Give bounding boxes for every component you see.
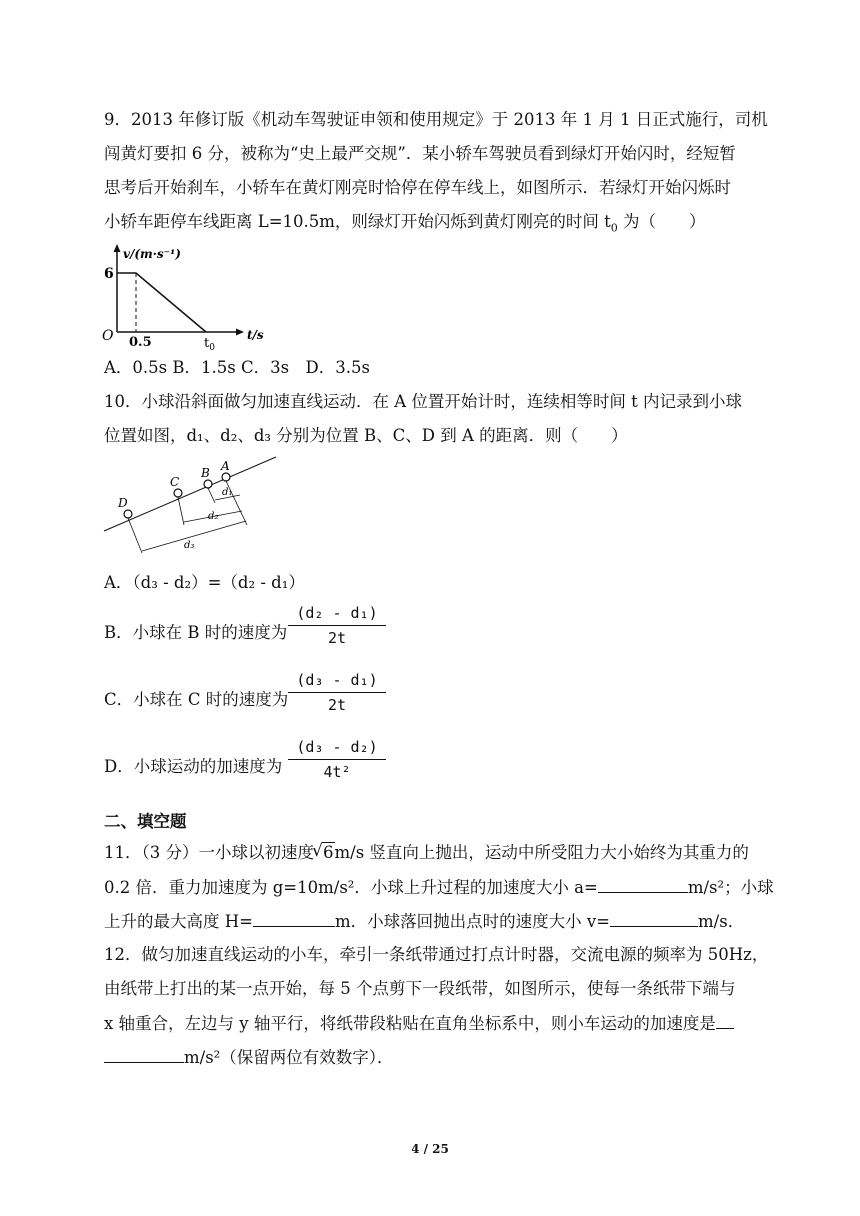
vt-x-tick-2-sub: 0	[209, 343, 215, 353]
vt-x-tick-1: 0.5	[129, 335, 152, 350]
label-d1: d₁	[222, 487, 233, 498]
q10-option-c-num: (d₃ - d₁)	[288, 671, 386, 693]
label-d3: d₃	[184, 540, 195, 551]
q11-line-2-b: m/s²；小球	[687, 878, 774, 897]
ball-b	[204, 480, 212, 488]
label-d2: d₂	[208, 511, 219, 522]
q9-line-2: 闯黄灯要扣 6 分，被称为“史上最严交规”．某小轿车驾驶员看到绿灯开始闪时，经短暂	[104, 144, 736, 163]
answer-blank-accel-part2[interactable]	[104, 1046, 184, 1063]
q9-line-4-text: 小轿车距停车线距离 L=10.5m，则绿灯开始闪烁到黄灯刚亮的时间 t	[104, 212, 611, 231]
q10-line-1: 10．小球沿斜面做匀加速直线运动．在 A 位置开始计时，连续相等时间 t 内记录到小球	[104, 392, 743, 411]
q12-line-4-text: m/s²（保留两位有效数字）．	[184, 1048, 394, 1067]
label-c: C	[170, 475, 180, 489]
q11-line-1-a: 11．（3 分）一小球以初速度	[104, 843, 314, 862]
drop-c	[178, 497, 184, 525]
q10-option-b-den: 2t	[327, 629, 347, 647]
q9-line-4-tail: 为（ ）	[617, 212, 706, 231]
vt-y-label: v/(m·s⁻¹)	[123, 247, 181, 261]
vt-velocity-line	[117, 273, 206, 332]
drop-d	[128, 518, 142, 553]
label-d: D	[118, 496, 128, 510]
q9-line-4-sub: 0	[610, 221, 618, 235]
q10-line-2: 位置如图，d₁、d₂、d₃ 分别为位置 B、C、D 到 A 的距离．则（ ）	[104, 426, 628, 445]
vt-y-arrow	[114, 244, 121, 252]
vt-graph	[100, 240, 300, 355]
q9-line-1: 9．2013 年修订版《机动车驾驶证申领和使用规定》于 2013 年 1 月 1 日正式施行，司机	[104, 110, 768, 129]
q10-option-c-fraction	[288, 671, 386, 714]
q9-line-4	[104, 211, 784, 239]
answer-blank-a[interactable]	[598, 876, 688, 893]
sqrt-radicand: 6	[323, 843, 334, 862]
q10-option-b-label: B．小球在 B 时的速度为	[104, 623, 288, 642]
q11-line-2-a: 0.2 倍．重力加速度为 g=10m/s²．小球上升过程的加速度大小 a=	[104, 878, 598, 897]
q11-line-2	[104, 876, 784, 899]
vt-y-tick: 6	[104, 266, 114, 282]
vt-x-arrow	[236, 329, 244, 336]
section-heading-fill-in: 二、填空题	[104, 812, 187, 831]
vt-origin: O	[102, 328, 114, 344]
q10-option-b-fraction	[288, 604, 386, 647]
label-b: B	[201, 466, 210, 480]
q10-option-c-label: C．小球在 C 时的速度为	[104, 690, 289, 709]
q12-line-3-text: x 轴重合，左边与 y 轴平行，将纸带段粘贴在直角坐标系中，则小车运动的加速度是	[104, 1014, 716, 1033]
q10-option-d-num: (d₃ - d₂)	[288, 738, 386, 760]
q11-line-3-c: m/s．	[698, 912, 745, 931]
q10-option-c-den: 2t	[327, 696, 347, 714]
vt-x-tick-2-main: t	[204, 336, 210, 351]
sqrt-symbol	[314, 842, 335, 864]
ball-d	[124, 510, 132, 518]
drop-b	[208, 488, 215, 503]
q9-line-3: 思考后开始刹车，小轿车在黄灯刚亮时恰停在停车线上，如图所示．若绿灯开始闪烁时	[104, 178, 731, 197]
q10-option-d-den: 4t²	[323, 763, 351, 781]
answer-blank-v[interactable]	[610, 910, 698, 927]
q11-line-1	[104, 842, 784, 864]
q12-line-4	[104, 1046, 784, 1069]
vt-x-label: t/s	[247, 328, 264, 342]
q9-options: A．0.5s B．1.5s C．3s D．3.5s	[104, 358, 370, 377]
q10-option-d-fraction	[288, 738, 386, 781]
answer-blank-accel-part1[interactable]	[716, 1012, 734, 1029]
page-number: 4 / 25	[411, 1142, 449, 1156]
incline-figure	[100, 455, 300, 565]
answer-blank-h[interactable]	[253, 910, 335, 927]
label-a: A	[221, 459, 230, 473]
q12-line-1: 12．做匀加速直线运动的小车，牵引一条纸带通过打点计时器，交流电源的频率为 50Hz，	[104, 945, 769, 964]
q11-line-3	[104, 910, 784, 933]
q10-option-b-num: (d₂ - d₁)	[288, 604, 386, 626]
q11-line-1-b: m/s 竖直向上抛出，运动中所受阻力大小始终为其重力的	[334, 843, 749, 862]
q11-line-3-a: 上升的最大高度 H=	[104, 912, 253, 931]
ball-a	[222, 473, 230, 481]
ball-c	[174, 489, 182, 497]
q12-line-2: 由纸带上打出的某一点开始，每 5 个点剪下一段纸带，如图所示，使每一条纸带下端与	[104, 979, 736, 998]
q10-option-d-label: D．小球运动的加速度为	[104, 757, 283, 776]
incline-line	[104, 457, 276, 531]
q10-option-a: A．（d₃ - d₂）=（d₂ - d₁）	[104, 573, 305, 592]
q12-line-3	[104, 1012, 784, 1035]
q11-line-3-b: m．小球落回抛出点时的速度大小 v=	[334, 912, 611, 931]
vt-x-tick-2	[204, 336, 215, 353]
